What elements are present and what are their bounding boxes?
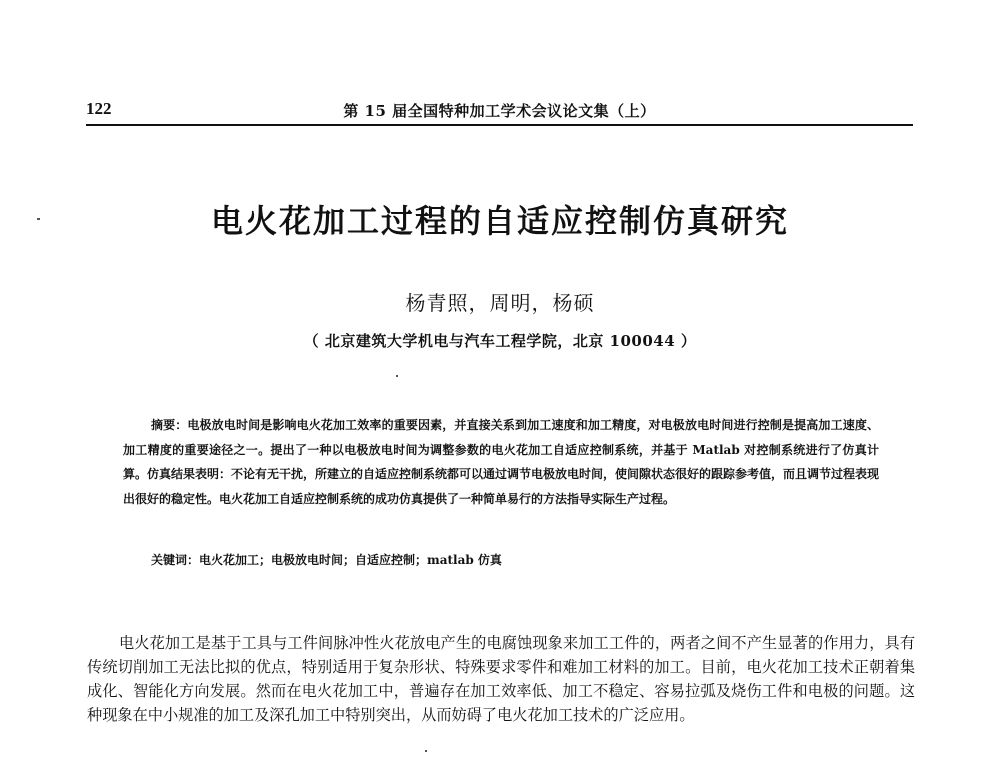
keywords-label: 关键词： bbox=[151, 553, 200, 567]
abstract-label: 摘要： bbox=[151, 418, 188, 432]
page-number: 122 bbox=[86, 99, 112, 118]
scan-speck bbox=[396, 375, 398, 377]
journal-title: 第 15 届全国特种加工学术会议论文集（上） bbox=[343, 102, 656, 120]
paper-title: 电火花加工过程的自适应控制仿真研究 bbox=[210, 202, 789, 240]
abstract-text: 电极放电时间是影响电火花加工效率的重要因素，并直接关系到加工速度和加工精度，对电极放电时间进行控制是提高加工速度、加工精度的重要途径之一。提出了一种以电极放电时间为调整参数的电火花加工自适应控制系统，并基于 Matlab 对控制系统进行了仿真计算。仿真结果表明：不论有无干扰，所建立的自适应控制系统都可以通过调节电极放电时间，使间隙状态很好的跟踪参考值，而且调节过程表现出很好的稳定性。电火花加工自适应控制系统的成功仿真提供了一种简单易行的方法指导实际生产过程。 bbox=[123, 418, 880, 506]
scan-speck bbox=[425, 750, 427, 752]
affiliation: （ 北京建筑大学机电与汽车工程学院，北京 100044 ） bbox=[303, 332, 697, 350]
keywords-text: 电火花加工；电极放电时间；自适应控制；matlab 仿真 bbox=[199, 553, 502, 567]
scan-speck bbox=[37, 218, 40, 220]
author-list: 杨青照，周明，杨硕 bbox=[405, 291, 595, 315]
keywords bbox=[151, 550, 881, 570]
header-rule bbox=[86, 124, 913, 126]
running-head bbox=[86, 99, 913, 121]
body-paragraph: 电火花加工是基于工具与工件间脉冲性火花放电产生的电腐蚀现象来加工工件的，两者之间不产生显著的作用力，具有传统切削加工无法比拟的优点，特别适用于复杂形状、特殊要求零件和难加工材料的加工。目前，电火花加工技术正朝着集成化、智能化方向发展。然而在电火花加工中，普遍存在加工效率低、加工不稳定、容易拉弧及烧伤工件和电极的问题。这种现象在中小规准的加工及深孔加工中特别突出，从而妨碍了电火花加工技术的广泛应用。 bbox=[87, 634, 915, 724]
abstract bbox=[123, 413, 879, 511]
